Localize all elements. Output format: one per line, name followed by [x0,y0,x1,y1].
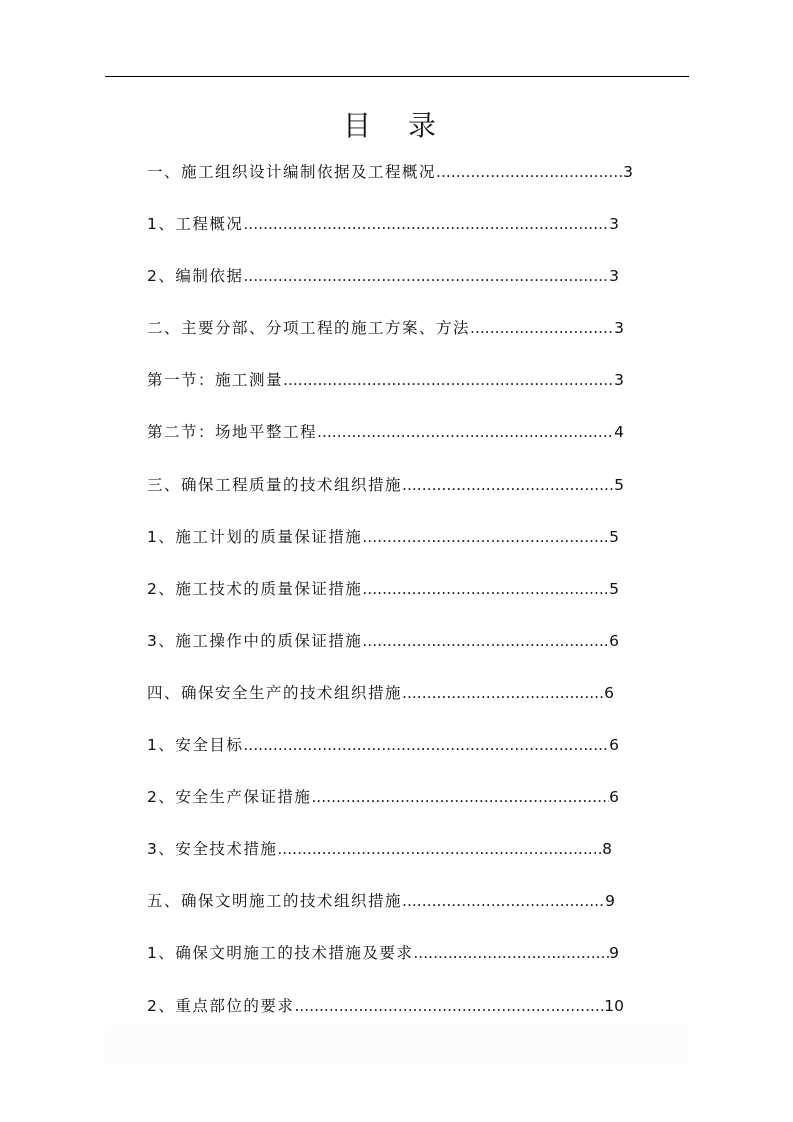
toc-entry-page: 3 [614,371,624,390]
toc-entry-label: 2、重点部位的要求 [147,996,295,1015]
toc-entry-page: 6 [609,736,619,755]
toc-leader [436,163,623,181]
toc-entry-page: 10 [604,996,624,1015]
toc-entry[interactable] [147,994,624,1046]
toc-entry-label: 3、安全技术措施 [147,840,278,859]
toc-entry-page: 9 [609,944,619,963]
toc-leader [243,215,609,233]
toc-entry[interactable] [147,785,619,837]
toc-entry[interactable] [147,837,612,889]
toc-leader [243,736,609,754]
toc-entry-page: 3 [609,215,619,234]
toc-entry-label: 第二节：场地平整工程 [147,423,318,442]
toc-entry-label: 2、安全生产保证措施 [147,788,312,807]
toc-entry-page: 5 [609,579,619,598]
toc-entry[interactable] [147,525,619,577]
toc-leader [277,840,602,858]
toc-entry[interactable] [147,681,614,733]
toc-leader [362,632,609,650]
toc-entry[interactable] [147,420,624,472]
toc-entry-label: 第一节：施工测量 [147,371,284,390]
page-title: 目 录 [343,109,450,142]
toc-entry-label: 五、确保文明施工的技术组织措施 [147,892,403,911]
toc-entry-page: 3 [609,267,619,286]
toc-leader [243,267,609,285]
toc-entry-label: 3、施工操作中的质保证措施 [147,631,363,650]
toc-entry-label: 1、确保文明施工的技术措施及要求 [147,944,414,963]
toc-leader [294,997,604,1015]
toc-entry[interactable] [147,473,624,525]
toc-entry-label: 2、编制依据 [147,267,244,286]
toc-entry[interactable] [147,733,619,785]
toc-entry[interactable] [147,264,619,316]
toc-leader [283,371,614,389]
toc-leader [311,788,609,806]
toc-leader [413,944,609,962]
toc-entry-page: 6 [609,788,619,807]
toc-entry-label: 二、主要分部、分项工程的施工方案、方法 [147,319,471,338]
toc-leader [402,684,604,702]
toc-entry[interactable] [147,941,619,993]
toc-entry[interactable] [147,577,619,629]
toc-entry-label: 1、工程概况 [147,215,244,234]
toc-entry-page: 3 [623,163,633,181]
toc-entry[interactable] [147,889,615,941]
toc-entry-label: 一、施工组织设计编制依据及工程概况 [147,163,437,181]
toc-leader [402,892,605,910]
toc-entry-label: 1、安全目标 [147,736,244,755]
toc-entry-page: 5 [609,527,619,546]
toc-entry-label: 2、施工技术的质量保证措施 [147,579,363,598]
toc-leader [362,580,609,598]
toc-leader [317,423,614,441]
toc-entry-page: 3 [614,319,624,338]
toc-entry[interactable] [147,316,624,368]
header-rule [105,76,689,77]
toc-entry-label: 1、施工计划的质量保证措施 [147,527,363,546]
toc-entry-page: 4 [614,423,624,442]
toc-entry[interactable] [147,212,619,264]
toc-entry[interactable] [147,368,624,420]
toc-entry-page: 6 [604,683,614,702]
toc-entry[interactable] [147,629,619,681]
toc-leader [470,319,614,337]
toc-entry-page: 6 [609,631,619,650]
toc-entry[interactable] [147,160,633,212]
toc-leader [362,528,609,546]
toc-leader [402,476,614,494]
toc-entry-label: 四、确保安全生产的技术组织措施 [147,683,403,702]
toc-entry-page: 5 [614,475,624,494]
toc-entry-label: 三、确保工程质量的技术组织措施 [147,475,403,494]
table-of-contents [147,160,633,1046]
toc-entry-page: 8 [602,840,612,859]
toc-entry-page: 9 [605,892,615,911]
